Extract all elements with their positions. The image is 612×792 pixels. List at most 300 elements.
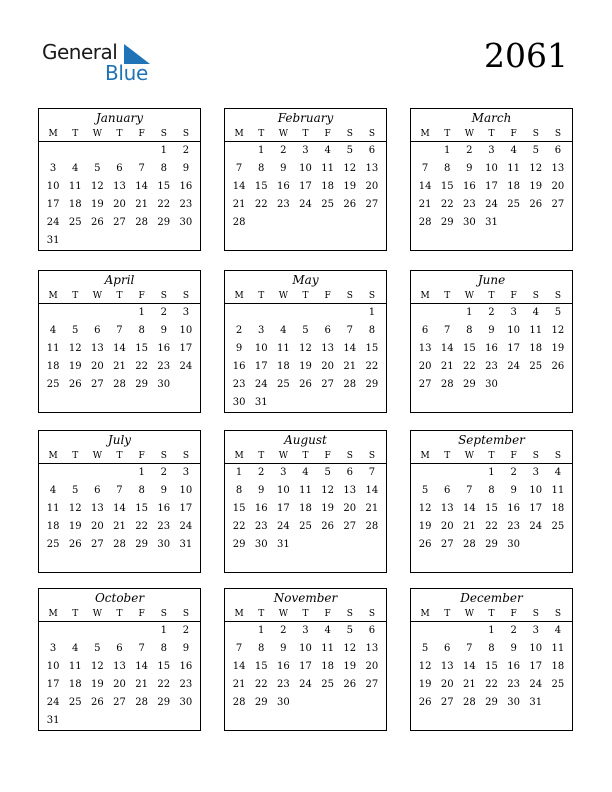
day-cell: 23 bbox=[254, 521, 268, 532]
day-cell: 4 bbox=[324, 625, 331, 636]
weekday-label: S bbox=[554, 291, 561, 301]
day-cell: 1 bbox=[488, 625, 495, 636]
day-cell: 10 bbox=[507, 325, 520, 336]
day-cell: 18 bbox=[551, 661, 565, 672]
brand-logo bbox=[42, 40, 162, 88]
day-cell: 11 bbox=[529, 325, 543, 336]
day-cell: 19 bbox=[343, 181, 357, 192]
day-cell: 19 bbox=[418, 679, 432, 690]
weekday-label: S bbox=[346, 291, 353, 301]
day-cell: 16 bbox=[232, 361, 246, 372]
day-cell: 18 bbox=[276, 361, 290, 372]
weekday-label: T bbox=[488, 451, 495, 461]
day-grid bbox=[39, 142, 200, 250]
day-grid bbox=[39, 622, 200, 730]
day-cell: 19 bbox=[68, 521, 82, 532]
weekday-label: T bbox=[258, 609, 265, 619]
day-cell: 27 bbox=[321, 379, 334, 390]
day-cell: 12 bbox=[529, 163, 543, 174]
day-cell: 15 bbox=[157, 181, 171, 192]
day-cell: 20 bbox=[113, 679, 126, 690]
day-cell: 13 bbox=[418, 343, 432, 354]
day-cell: 28 bbox=[462, 697, 476, 708]
day-grid bbox=[411, 622, 572, 712]
day-cell: 26 bbox=[418, 539, 432, 550]
day-cell: 20 bbox=[440, 679, 454, 690]
empty-cell bbox=[108, 142, 130, 160]
day-cell: 14 bbox=[418, 181, 432, 192]
day-cell: 26 bbox=[68, 539, 82, 550]
day-cell: 12 bbox=[551, 325, 565, 336]
empty-cell bbox=[64, 304, 86, 322]
empty-cell bbox=[108, 622, 130, 640]
day-cell: 25 bbox=[551, 679, 565, 690]
day-grid bbox=[225, 464, 386, 554]
day-cell: 23 bbox=[232, 379, 246, 390]
weekday-label: F bbox=[324, 129, 331, 139]
day-cell: 5 bbox=[532, 145, 539, 156]
day-cell: 8 bbox=[160, 643, 167, 654]
day-cell: 11 bbox=[276, 343, 290, 354]
day-cell: 16 bbox=[179, 661, 193, 672]
day-cell: 5 bbox=[346, 145, 353, 156]
day-cell: 11 bbox=[299, 485, 312, 496]
day-cell: 15 bbox=[135, 503, 148, 514]
weekday-label: M bbox=[234, 451, 244, 461]
empty-cell bbox=[42, 142, 64, 160]
month-november bbox=[224, 588, 387, 731]
weekday-label: S bbox=[554, 609, 561, 619]
weekday-label: T bbox=[444, 451, 451, 461]
empty-cell bbox=[436, 464, 458, 482]
day-cell: 5 bbox=[72, 485, 79, 496]
weekday-label: S bbox=[532, 609, 539, 619]
empty-cell bbox=[86, 464, 108, 482]
day-cell: 24 bbox=[179, 521, 193, 532]
day-cell: 12 bbox=[68, 503, 82, 514]
empty-cell bbox=[414, 304, 436, 322]
day-cell: 26 bbox=[343, 679, 357, 690]
weekday-label: W bbox=[92, 451, 102, 461]
day-cell: 29 bbox=[440, 217, 454, 228]
day-cell: 30 bbox=[507, 539, 520, 550]
day-cell: 29 bbox=[485, 539, 498, 550]
day-cell: 3 bbox=[49, 163, 57, 174]
day-cell: 18 bbox=[321, 181, 334, 192]
day-cell: 8 bbox=[488, 643, 495, 654]
day-cell: 16 bbox=[276, 661, 290, 672]
day-cell: 17 bbox=[299, 661, 312, 672]
day-cell: 13 bbox=[365, 163, 379, 174]
weekday-header bbox=[39, 289, 200, 304]
day-cell: 18 bbox=[529, 343, 543, 354]
day-cell: 31 bbox=[529, 697, 543, 708]
empty-cell bbox=[64, 464, 86, 482]
day-cell: 2 bbox=[160, 307, 167, 318]
day-cell: 20 bbox=[90, 521, 104, 532]
day-cell: 4 bbox=[554, 625, 562, 636]
day-cell: 6 bbox=[368, 625, 376, 636]
weekday-label: T bbox=[488, 609, 495, 619]
day-cell: 30 bbox=[157, 539, 171, 550]
weekday-label: M bbox=[234, 291, 244, 301]
weekday-label: S bbox=[554, 451, 561, 461]
day-cell: 21 bbox=[462, 679, 476, 690]
weekday-label: T bbox=[444, 609, 451, 619]
day-cell: 28 bbox=[135, 697, 148, 708]
weekday-label: T bbox=[72, 291, 79, 301]
day-cell: 14 bbox=[232, 181, 246, 192]
weekday-label: W bbox=[92, 129, 102, 139]
weekday-label: W bbox=[464, 129, 474, 139]
day-cell: 10 bbox=[46, 661, 60, 672]
month-september bbox=[410, 430, 573, 573]
month-title: June bbox=[477, 273, 506, 287]
day-cell: 24 bbox=[179, 361, 193, 372]
day-cell: 17 bbox=[529, 661, 543, 672]
day-cell: 14 bbox=[135, 661, 148, 672]
weekday-label: F bbox=[138, 451, 145, 461]
day-cell: 12 bbox=[68, 343, 82, 354]
day-cell: 27 bbox=[90, 379, 104, 390]
day-cell: 4 bbox=[554, 467, 562, 478]
day-cell: 20 bbox=[440, 521, 454, 532]
day-cell: 28 bbox=[113, 379, 126, 390]
day-cell: 30 bbox=[254, 539, 268, 550]
weekday-label: M bbox=[420, 291, 430, 301]
day-cell: 10 bbox=[529, 485, 543, 496]
day-cell: 14 bbox=[113, 503, 126, 514]
day-cell: 9 bbox=[182, 163, 190, 174]
day-cell: 9 bbox=[160, 485, 167, 496]
day-cell: 10 bbox=[529, 643, 543, 654]
weekday-label: F bbox=[510, 451, 517, 461]
weekday-label: T bbox=[72, 129, 79, 139]
day-cell: 14 bbox=[113, 343, 126, 354]
day-cell: 9 bbox=[280, 163, 287, 174]
month-title: September bbox=[458, 433, 525, 447]
day-cell: 13 bbox=[113, 661, 126, 672]
day-cell: 29 bbox=[157, 217, 171, 228]
empty-cell bbox=[64, 622, 86, 640]
day-cell: 22 bbox=[135, 361, 148, 372]
empty-cell bbox=[339, 304, 361, 322]
month-august bbox=[224, 430, 387, 573]
weekday-label: S bbox=[532, 129, 539, 139]
day-cell: 26 bbox=[418, 697, 432, 708]
day-cell: 22 bbox=[254, 199, 268, 210]
day-cell: 21 bbox=[135, 679, 148, 690]
day-cell: 19 bbox=[418, 521, 432, 532]
weekday-label: S bbox=[368, 451, 375, 461]
day-cell: 31 bbox=[46, 715, 60, 726]
empty-cell bbox=[228, 142, 250, 160]
day-cell: 20 bbox=[365, 181, 379, 192]
empty-cell bbox=[250, 304, 272, 322]
day-cell: 29 bbox=[485, 697, 498, 708]
day-cell: 15 bbox=[254, 181, 268, 192]
day-cell: 2 bbox=[510, 467, 517, 478]
weekday-header bbox=[411, 289, 572, 304]
weekday-label: S bbox=[368, 129, 375, 139]
day-cell: 20 bbox=[365, 661, 379, 672]
day-cell: 17 bbox=[507, 343, 520, 354]
weekday-label: S bbox=[182, 291, 189, 301]
weekday-header bbox=[39, 607, 200, 622]
day-cell: 17 bbox=[276, 503, 290, 514]
day-cell: 2 bbox=[510, 625, 517, 636]
day-cell: 15 bbox=[232, 503, 246, 514]
weekday-label: S bbox=[160, 129, 167, 139]
day-cell: 3 bbox=[488, 145, 495, 156]
day-cell: 13 bbox=[440, 503, 454, 514]
weekday-header bbox=[225, 289, 386, 304]
empty-cell bbox=[131, 622, 153, 640]
day-cell: 5 bbox=[554, 307, 562, 318]
day-cell: 22 bbox=[254, 679, 268, 690]
day-cell: 17 bbox=[46, 199, 60, 210]
month-title: August bbox=[284, 433, 327, 447]
day-grid bbox=[411, 464, 572, 554]
weekday-label: M bbox=[234, 609, 244, 619]
empty-cell bbox=[294, 304, 316, 322]
day-cell: 10 bbox=[299, 163, 312, 174]
weekday-label: S bbox=[554, 129, 561, 139]
day-cell: 23 bbox=[157, 521, 171, 532]
day-cell: 16 bbox=[485, 343, 498, 354]
day-cell: 24 bbox=[254, 379, 268, 390]
day-cell: 15 bbox=[462, 343, 476, 354]
weekday-label: S bbox=[182, 451, 189, 461]
weekday-header bbox=[39, 127, 200, 142]
day-cell: 11 bbox=[507, 163, 520, 174]
day-cell: 20 bbox=[343, 503, 357, 514]
day-cell: 17 bbox=[179, 503, 193, 514]
weekday-label: S bbox=[160, 609, 167, 619]
day-cell: 7 bbox=[466, 485, 473, 496]
day-cell: 23 bbox=[179, 679, 193, 690]
weekday-label: M bbox=[420, 451, 430, 461]
day-cell: 17 bbox=[254, 361, 268, 372]
day-cell: 15 bbox=[485, 503, 498, 514]
day-cell: 7 bbox=[138, 163, 145, 174]
day-cell: 28 bbox=[232, 217, 246, 228]
day-cell: 23 bbox=[507, 679, 520, 690]
day-cell: 2 bbox=[182, 625, 190, 636]
day-cell: 20 bbox=[418, 361, 432, 372]
day-cell: 7 bbox=[346, 325, 353, 336]
day-cell: 15 bbox=[485, 661, 498, 672]
weekday-label: T bbox=[72, 451, 79, 461]
day-cell: 16 bbox=[179, 181, 193, 192]
weekday-label: T bbox=[488, 129, 495, 139]
day-cell: 19 bbox=[343, 661, 357, 672]
day-cell: 23 bbox=[462, 199, 476, 210]
weekday-label: T bbox=[444, 291, 451, 301]
month-february bbox=[224, 108, 387, 251]
day-cell: 17 bbox=[299, 181, 312, 192]
month-june bbox=[410, 270, 573, 413]
weekday-label: W bbox=[278, 609, 288, 619]
weekday-label: S bbox=[368, 609, 375, 619]
weekday-header bbox=[225, 449, 386, 464]
day-cell: 16 bbox=[157, 343, 171, 354]
day-cell: 25 bbox=[46, 539, 60, 550]
day-cell: 4 bbox=[72, 163, 79, 174]
weekday-label: T bbox=[302, 451, 309, 461]
day-cell: 30 bbox=[179, 697, 193, 708]
day-cell: 11 bbox=[551, 485, 565, 496]
day-cell: 22 bbox=[157, 679, 171, 690]
day-cell: 4 bbox=[72, 643, 79, 654]
day-cell: 6 bbox=[94, 485, 101, 496]
day-cell: 30 bbox=[232, 397, 246, 408]
weekday-header bbox=[225, 607, 386, 622]
day-cell: 16 bbox=[157, 503, 171, 514]
day-cell: 24 bbox=[276, 521, 290, 532]
day-cell: 29 bbox=[232, 539, 246, 550]
day-cell: 16 bbox=[507, 503, 520, 514]
weekday-label: T bbox=[302, 609, 309, 619]
weekday-label: W bbox=[464, 609, 474, 619]
month-may bbox=[224, 270, 387, 413]
day-cell: 1 bbox=[258, 145, 265, 156]
empty-cell bbox=[228, 304, 250, 322]
day-cell: 20 bbox=[551, 181, 565, 192]
weekday-label: W bbox=[92, 291, 102, 301]
day-grid bbox=[225, 304, 386, 412]
day-cell: 13 bbox=[90, 503, 104, 514]
empty-cell bbox=[272, 304, 294, 322]
weekday-label: T bbox=[302, 129, 309, 139]
weekday-label: M bbox=[48, 451, 58, 461]
empty-cell bbox=[108, 304, 130, 322]
day-cell: 6 bbox=[368, 145, 376, 156]
weekday-label: W bbox=[278, 451, 288, 461]
day-cell: 7 bbox=[235, 163, 243, 174]
day-cell: 30 bbox=[179, 217, 193, 228]
day-cell: 1 bbox=[258, 625, 265, 636]
day-cell: 7 bbox=[138, 643, 145, 654]
weekday-label: F bbox=[138, 129, 145, 139]
day-cell: 6 bbox=[324, 325, 331, 336]
day-cell: 23 bbox=[179, 199, 193, 210]
day-cell: 27 bbox=[440, 539, 454, 550]
month-title: October bbox=[94, 591, 145, 605]
day-cell: 15 bbox=[254, 661, 268, 672]
day-cell: 31 bbox=[276, 539, 290, 550]
empty-cell bbox=[64, 142, 86, 160]
day-cell: 28 bbox=[365, 521, 379, 532]
day-grid bbox=[225, 142, 386, 232]
day-cell: 1 bbox=[160, 625, 167, 636]
day-cell: 29 bbox=[254, 697, 268, 708]
day-cell: 23 bbox=[276, 199, 290, 210]
day-cell: 19 bbox=[321, 503, 334, 514]
day-cell: 1 bbox=[160, 145, 167, 156]
day-cell: 20 bbox=[321, 361, 334, 372]
day-cell: 21 bbox=[440, 361, 454, 372]
day-cell: 30 bbox=[485, 379, 498, 390]
day-cell: 31 bbox=[254, 397, 268, 408]
day-cell: 11 bbox=[551, 643, 565, 654]
day-cell: 16 bbox=[254, 503, 268, 514]
logo-text-blue: Blue bbox=[105, 61, 149, 85]
day-cell: 4 bbox=[280, 325, 287, 336]
empty-cell bbox=[414, 622, 436, 640]
day-cell: 7 bbox=[444, 325, 451, 336]
day-cell: 2 bbox=[466, 145, 473, 156]
day-cell: 21 bbox=[462, 521, 476, 532]
day-cell: 4 bbox=[510, 145, 517, 156]
day-cell: 6 bbox=[94, 325, 101, 336]
day-cell: 24 bbox=[507, 361, 520, 372]
weekday-label: S bbox=[532, 291, 539, 301]
empty-cell bbox=[414, 464, 436, 482]
day-cell: 22 bbox=[157, 199, 171, 210]
weekday-label: M bbox=[48, 609, 58, 619]
weekday-label: T bbox=[258, 129, 265, 139]
day-cell: 21 bbox=[113, 361, 126, 372]
weekday-label: S bbox=[182, 609, 189, 619]
day-cell: 14 bbox=[462, 661, 476, 672]
day-cell: 14 bbox=[135, 181, 148, 192]
empty-cell bbox=[458, 622, 480, 640]
day-cell: 13 bbox=[551, 163, 565, 174]
day-cell: 25 bbox=[276, 379, 290, 390]
day-cell: 25 bbox=[68, 217, 82, 228]
empty-cell bbox=[317, 304, 339, 322]
day-cell: 28 bbox=[418, 217, 432, 228]
day-cell: 24 bbox=[485, 199, 498, 210]
day-cell: 18 bbox=[46, 521, 60, 532]
day-cell: 8 bbox=[488, 485, 495, 496]
day-cell: 9 bbox=[182, 643, 190, 654]
day-cell: 6 bbox=[346, 467, 353, 478]
day-cell: 27 bbox=[113, 697, 126, 708]
day-cell: 18 bbox=[321, 661, 334, 672]
day-cell: 5 bbox=[302, 325, 309, 336]
day-cell: 9 bbox=[488, 325, 495, 336]
day-cell: 28 bbox=[113, 539, 126, 550]
day-cell: 18 bbox=[68, 679, 82, 690]
day-cell: 11 bbox=[321, 163, 334, 174]
weekday-label: M bbox=[48, 129, 58, 139]
weekday-label: F bbox=[510, 129, 517, 139]
day-cell: 21 bbox=[232, 679, 246, 690]
day-cell: 23 bbox=[485, 361, 498, 372]
day-cell: 10 bbox=[485, 163, 498, 174]
weekday-label: M bbox=[48, 291, 58, 301]
day-cell: 10 bbox=[179, 325, 193, 336]
day-cell: 5 bbox=[346, 625, 353, 636]
day-cell: 17 bbox=[529, 503, 543, 514]
day-cell: 6 bbox=[444, 485, 451, 496]
weekday-label: T bbox=[444, 129, 451, 139]
weekday-label: F bbox=[324, 291, 331, 301]
day-cell: 2 bbox=[488, 307, 495, 318]
month-title: April bbox=[104, 273, 135, 287]
day-cell: 8 bbox=[160, 163, 167, 174]
day-cell: 26 bbox=[90, 697, 104, 708]
day-cell: 30 bbox=[157, 379, 171, 390]
day-cell: 24 bbox=[529, 679, 543, 690]
day-cell: 13 bbox=[365, 643, 379, 654]
day-grid bbox=[225, 622, 386, 712]
weekday-label: S bbox=[532, 451, 539, 461]
month-title: November bbox=[273, 591, 338, 605]
weekday-label: T bbox=[116, 291, 123, 301]
